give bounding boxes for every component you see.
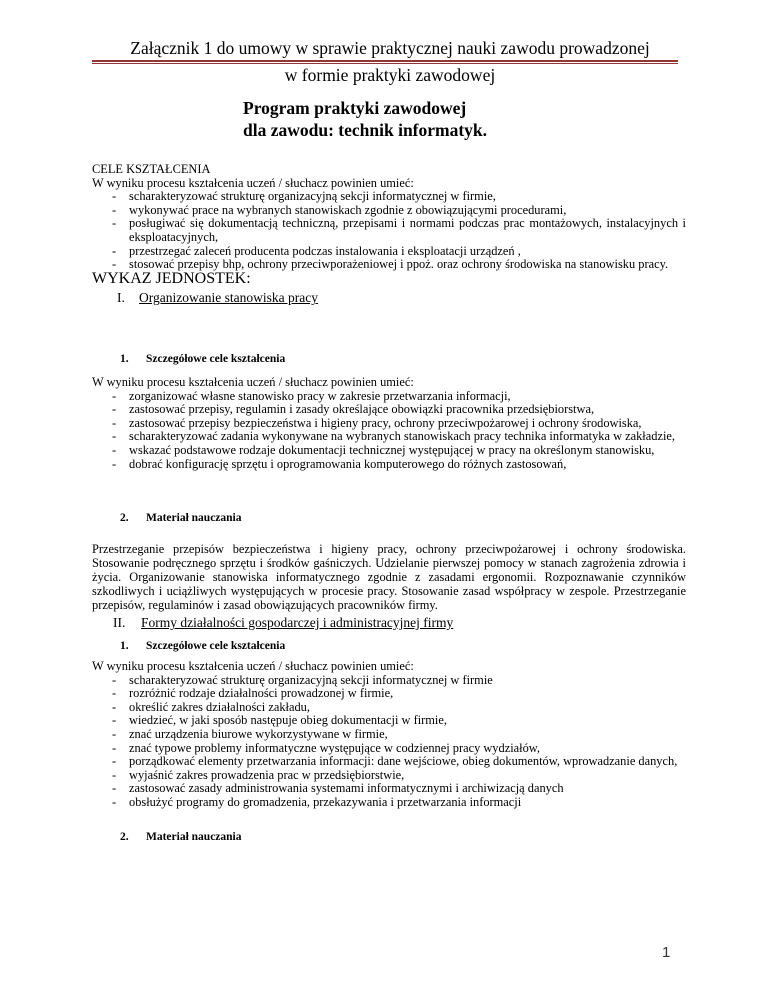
goals-intro: W wyniku procesu kształcenia uczeń / słuchacz powinien umieć: [92, 175, 414, 190]
unit-1-title: Organizowanie stanowiska pracy [139, 290, 318, 305]
list-item: - obsłużyć programy do gromadzenia, przekazywania i przetwarzania informacji [112, 794, 522, 809]
units-heading: WYKAZ JEDNOSTEK: [92, 270, 251, 287]
page-header [90, 36, 690, 88]
goals-section [92, 163, 686, 272]
list-item: - dobrać konfigurację sprzętu i oprogramowania komputerowego do różnych zastosowań, [112, 456, 567, 471]
list-item: - wykonywać prace na wybranych stanowiskach zgodnie z obowiązującymi procedurami, [112, 202, 567, 217]
unit-2-heading [113, 615, 673, 633]
unit-2-intro: W wyniku procesu kształcenia uczeń / słuchacz powinien umieć: [92, 659, 414, 673]
list-item: - przestrzegać zaleceń producenta podczas instalowania i eksploatacji urządzeń , [112, 243, 521, 258]
list-item: - scharakteryzować strukturę organizacyjną sekcji informatycznej w firmie [112, 672, 493, 687]
header-line-1: Załącznik 1 do umowy w sprawie praktycznej nauki zawodu prowadzonej [130, 38, 650, 58]
unit-1-heading [117, 290, 617, 308]
header-rule-thin [92, 63, 678, 64]
title-line-2: dla zawodu: technik informatyk. [243, 120, 488, 140]
header-rule-thick [92, 60, 678, 62]
list-item: - wiedzieć, w jaki sposób następuje obieg dokumentacji w firmie, [112, 713, 447, 728]
list-item: - zastosować przepisy, regulamin i zasady określające obowiązki pracownika przedsiębiorstwa, [112, 402, 595, 417]
title-line-1: Program praktyki zawodowej [243, 98, 467, 118]
list-item: - znać typowe problemy informatyczne występujące w codziennej pracy wydziałów, [112, 740, 541, 755]
list-item: - zastosować zasady administrowania systemami informatycznymi i archiwizacją danych [112, 781, 564, 796]
document-title [243, 97, 487, 141]
unit-1-material: Przestrzeganie przepisów bezpieczeństwa i higieny pracy, ochrony przeciwpożarowej i ochrony środowiska. Stosowanie podręcznego sprzętu i środków gaśniczych. Udzielanie pierwszej pomocy w stanach zagrożenia zdrowia i życia. Organizowanie stanowiska informatycznego zgodnie z zasadami ergonomii. Rozpoznawanie czynników szkodliwych i uciążliwych występujących w procesie pracy. Stosowanie zasad współpracy w zespole. Przestrzeganie przepisów, regulaminów i zasad obowiązujących pracowników firmy. [92, 542, 686, 612]
list-item: - rozróżnić rodzaje działalności prowadzonej w firmie, [112, 686, 394, 701]
list-item: - porządkować elementy przetwarzania informacji: dane wejściowe, obieg dokumentów, wprowadzanie danych, [112, 754, 678, 769]
list-item: - określić zakres działalności zakładu, [112, 699, 310, 714]
list-item: - wskazać podstawowe rodzaje dokumentacji technicznej występującej w pracy na określonym stanowisku, [112, 442, 655, 457]
document-page: Załącznik 1 do umowy w sprawie praktycznej nauki zawodu prowadzonej w formie praktyki zawodowej Program praktyki zawodowej dla zawodu: technik informatyk. CELE KSZTAŁCENIA W wyniku procesu kształcenia uczeń / słuchacz powinien umieć: - scharakteryzować strukturę organizacyjną sekcji informatycznej w firmie, - wykonywać prace na wybranych stanowiskach zgodnie z obowiązującymi procedurami, - posługiwać się dokumentacją techniczną, przepisami i normami podczas prac montażowych, instalacyjnych i eksploatacyjnych, - przestrzegać zaleceń producenta podczas instalowania i eksploatacji urządzeń , - stosować przepisy bhp, ochrony przeciwporażeniowej i ppoż. oraz ochrony środowiska na stanowisku pracy. WYKAZ JEDNOSTEK: I. Organizowanie stanowiska pracy 1. Szczegółowe cele kształcenia W wyniku procesu kształcenia uczeń / słuchacz powinien umieć: - zorganizować własne stanowisko pracy w zakresie przetwarzania informacji, - zastosować przepisy, regulamin i zasady określające obowiązki pracownika przedsiębiorstwa, - zastosować przepisy bezpieczeństwa i higieny pracy, ochrony przeciwpożarowej i ochrony środowiska, - scharakteryzować zadania wykonywane na wybranych stanowiskach pracy technika informatyka w zakładzie, - wskazać podstawowe rodzaje dokumentacji technicznej występującej w pracy na określonym stanowisku, - dobrać konfigurację sprzętu i oprogramowania komputerowego do różnych zastosowań, 2. Materiał nauczania Przestrzeganie przepisów bezpieczeństwa i higieny pracy, ochrony przeciwpożarowej i ochrony środowiska. Stosowanie podręcznego sprzętu i środków gaśniczych. Udzielanie pierwszej pomocy w stanach zagrożenia zdrowia i życia. Organizowanie stanowiska informatycznego zgodnie z zasadami ergonomii. Rozpoznawanie czynników szkodliwych i uciążliwych występujących w procesie pracy. Stosowanie zasad współpracy w zespole. Przestrzeganie przepisów, regulaminów i zasad obowiązujących pracowników firmy. II. Formy działalności gospodarczej i administracyjnej firmy 1. Szczegółowe cele kształcenia W wyniku procesu kształcenia uczeń / słuchacz powinien umieć: - scharakteryzować strukturę organizacyjną sekcji informatycznej w firmie - rozróżnić rodzaje działalności prowadzonej w firmie, - określić zakres działalności zakładu, - wiedzieć, w jaki sposób następuje obieg dokumentacji w firmie, - znać urządzenia biurowe wykorzystywane w firmie, - znać typowe problemy informatyczne występujące w codziennej pracy wydziałów, - porządkować elementy przetwarzania informacji: dane wejściowe, obieg dokumentów, wprowadzanie danych, - wyjaśnić zakres prowadzenia prac w przedsiębiorstwie, - zastosować zasady administrowania systemami informatycznymi i archiwizacją danych - obsłużyć programy do gromadzenia, przekazywania i przetwarzania informacji 2. Materiał nauczania 1 [0, 0, 768, 994]
unit-1-number: I. [117, 290, 125, 305]
unit-2-title: Formy działalności gospodarczej i administracyjnej firmy [141, 615, 454, 630]
unit-2-goals [92, 660, 686, 810]
header-line-2: w formie praktyki zawodowej [284, 65, 496, 85]
list-item: - scharakteryzować strukturę organizacyjną sekcji informatycznej w firmie, [112, 189, 496, 204]
list-item: - scharakteryzować zadania wykonywane na wybranych stanowiskach pracy technika informatyka w zakładzie, [112, 429, 675, 444]
page-number: 1 [662, 944, 671, 961]
unit-2-number: II. [113, 615, 126, 630]
list-item: - zorganizować własne stanowisko pracy w zakresie przetwarzania informacji, [112, 388, 511, 403]
unit-1-goals [92, 376, 686, 471]
list-item: - posługiwać się dokumentacją techniczną, przepisami i normami podczas prac montażowych, instalacyjnych i eksploatacyjnych, [112, 216, 686, 244]
list-item: - zastosować przepisy bezpieczeństwa i higieny pracy, ochrony przeciwpożarowej i ochrony środowiska, [112, 415, 642, 430]
list-item: - stosować przepisy bhp, ochrony przeciwporażeniowej i ppoż. oraz ochrony środowiska na stanowisku pracy. [112, 257, 669, 272]
list-item: - znać urządzenia biurowe wykorzystywane w firmie, [112, 726, 388, 741]
goals-heading: CELE KSZTAŁCENIA [92, 162, 211, 176]
list-item: - wyjaśnić zakres prowadzenia prac w przedsiębiorstwie, [112, 767, 405, 782]
unit-1-intro: W wyniku procesu kształcenia uczeń / słuchacz powinien umieć: [92, 375, 414, 389]
